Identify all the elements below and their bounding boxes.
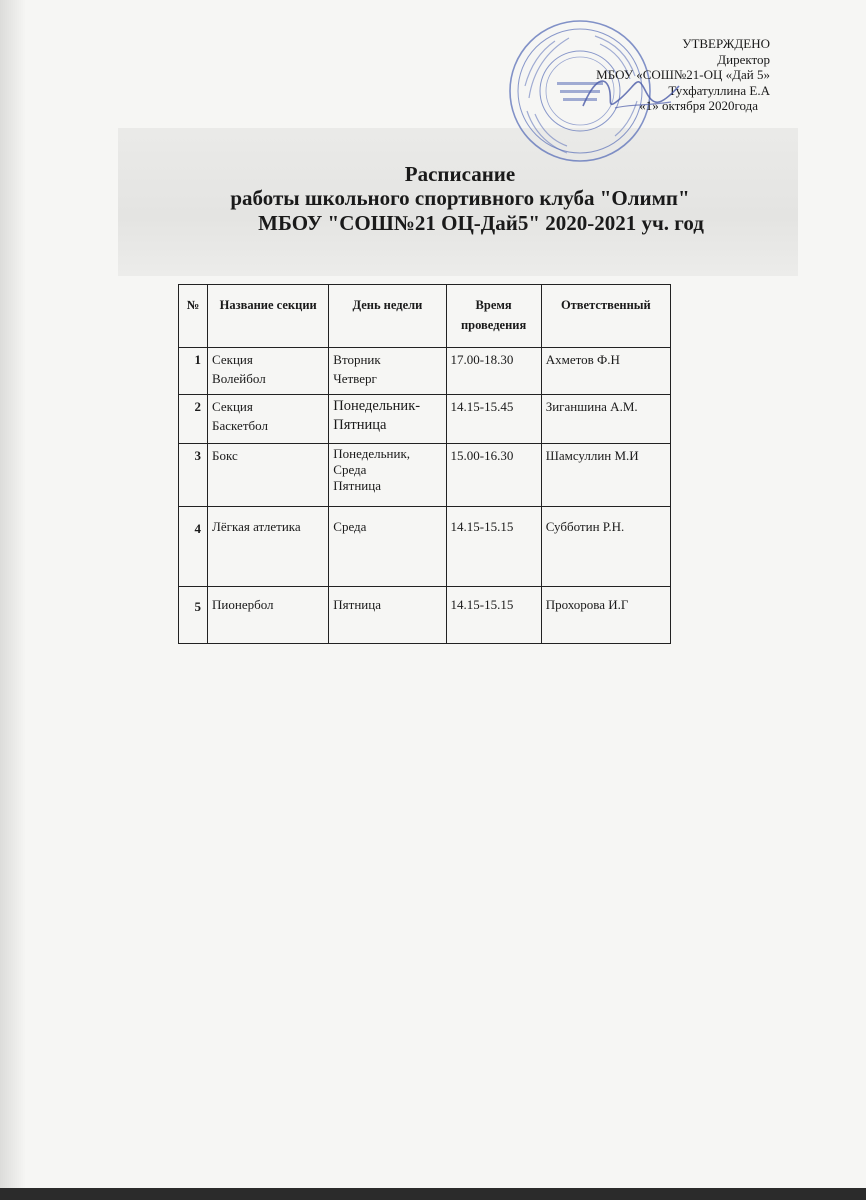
weekday	[329, 444, 446, 507]
weekday-line: Среда	[333, 519, 367, 534]
weekday	[329, 395, 446, 444]
approval-date: «1» октября 2020года	[639, 98, 758, 113]
weekday	[329, 348, 446, 395]
scan-edge-shadow	[0, 0, 26, 1200]
section-name-line: Волейбол	[212, 371, 266, 386]
section-name-line: Баскетбол	[212, 418, 268, 433]
header-time: Время проведения	[446, 285, 541, 348]
table-row	[179, 395, 671, 444]
responsible: Зиганшина А.М.	[541, 395, 670, 444]
row-num: 4	[179, 507, 208, 587]
table-row	[179, 348, 671, 395]
approval-school: МБОУ «СОШ№21-ОЦ «Дай 5»	[596, 67, 770, 82]
scan-bottom-edge	[0, 1188, 866, 1200]
weekday-line: Понедельник-	[333, 398, 421, 414]
approval-title: УТВЕРЖДЕНО	[682, 36, 770, 51]
section-name-line: Бокс	[212, 448, 238, 463]
table-row	[179, 444, 671, 507]
weekday-line: Пятница	[333, 597, 381, 612]
title-line-2: работы школьного спортивного клуба "Олимп"	[230, 186, 690, 210]
row-num: 5	[179, 587, 208, 644]
time: 17.00-18.30	[446, 348, 541, 395]
section-name-line: Пионербол	[212, 597, 274, 612]
schedule-table	[178, 284, 671, 644]
weekday-line: Среда	[333, 462, 367, 477]
section-name-line: Секция	[212, 399, 253, 414]
table-header-row	[179, 285, 671, 348]
responsible: Ахметов Ф.Н	[541, 348, 670, 395]
weekday-line: Пятница	[333, 417, 387, 433]
approval-director-name: Тухфатуллина Е.А	[668, 82, 770, 98]
responsible: Шамсуллин М.И	[541, 444, 670, 507]
handwritten-signature	[575, 68, 685, 118]
table-row	[179, 587, 671, 644]
title-line-1: Расписание	[404, 162, 516, 186]
section-name	[208, 507, 329, 587]
weekday-line: Вторник	[333, 352, 381, 367]
section-name	[208, 348, 329, 395]
row-num: 3	[179, 444, 208, 507]
header-responsible: Ответственный	[541, 285, 670, 348]
time: 15.00-16.30	[446, 444, 541, 507]
responsible: Прохорова И.Г	[541, 587, 670, 644]
time: 14.15-15.45	[446, 395, 541, 444]
row-num: 2	[179, 395, 208, 444]
weekday-line: Четверг	[333, 371, 377, 386]
responsible: Субботин Р.Н.	[541, 507, 670, 587]
section-name-line: Лёгкая атлетика	[212, 519, 301, 534]
weekday-line: Пятница	[333, 478, 381, 493]
approval-position: Директор	[717, 51, 770, 67]
section-name	[208, 587, 329, 644]
section-name	[208, 395, 329, 444]
section-name-line: Секция	[212, 352, 253, 367]
section-name	[208, 444, 329, 507]
header-section-name: Название секции	[208, 285, 329, 348]
document-title	[120, 162, 800, 236]
time: 14.15-15.15	[446, 507, 541, 587]
weekday	[329, 587, 446, 644]
header-num: №	[179, 285, 208, 348]
header-weekday: День недели	[329, 285, 446, 348]
table-row	[179, 507, 671, 587]
title-line-3: МБОУ "СОШ№21 ОЦ-Дай5" 2020-2021 уч. год	[258, 211, 704, 235]
weekday-line: Понедельник,	[333, 446, 411, 461]
row-num: 1	[179, 348, 208, 395]
weekday	[329, 507, 446, 587]
time: 14.15-15.15	[446, 587, 541, 644]
